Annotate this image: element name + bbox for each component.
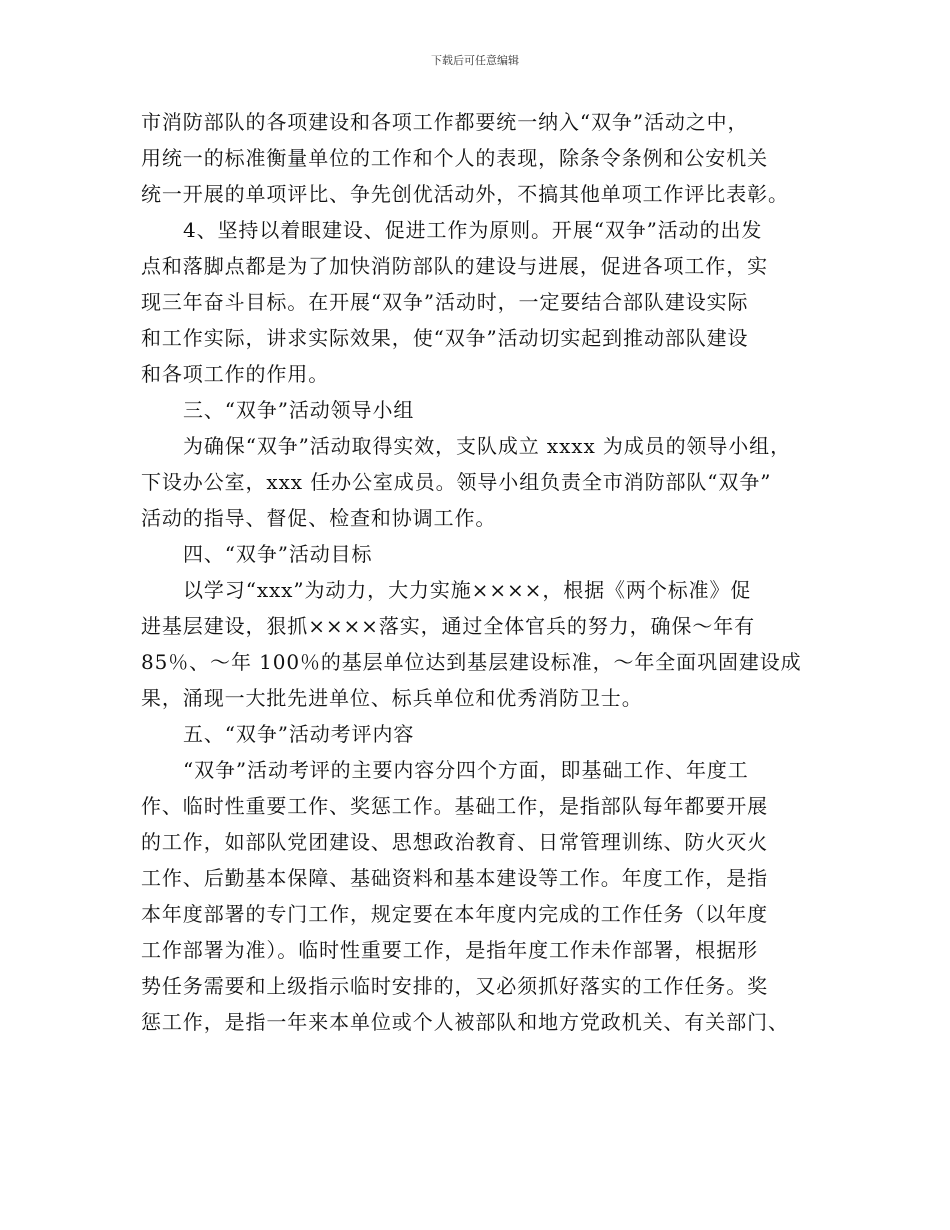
paragraph-start: 以学习“xxx”为动力，大力实施××××，根据《两个标准》促	[183, 578, 752, 602]
section-heading: 三、“双争”活动领导小组	[183, 398, 415, 422]
section-heading: 五、“双争”活动考评内容	[183, 722, 415, 746]
paragraph-start: 4、坚持以着眼建设、促进工作为原则。开展“双争”活动的出发	[183, 218, 763, 242]
text-line: 和工作实际，讲求实际效果，使“双争”活动切实起到推动部队建设	[141, 326, 749, 350]
text-line: 的工作，如部队党团建设、思想政治教育、日常管理训练、防火灭火	[141, 830, 768, 854]
section-heading: 四、“双争”活动目标	[183, 542, 373, 566]
text-line: 85％、～年 100％的基层单位达到基层建设标准，～年全面巩固建设成	[141, 650, 802, 674]
text-line: 统一开展的单项评比、争先创优活动外，不搞其他单项工作评比表彰。	[141, 182, 789, 206]
text-line: 现三年奋斗目标。在开展“双争”活动时，一定要结合部队建设实际	[141, 290, 749, 314]
text-line: 用统一的标准衡量单位的工作和个人的表现，除条令条例和公安机关	[141, 146, 768, 170]
text-line: 下设办公室，xxx 任办公室成员。领导小组负责全市消防部队“双争”	[141, 470, 772, 494]
text-line: 工作、后勤基本保障、基础资料和基本建设等工作。年度工作，是指	[141, 866, 768, 890]
page-header: 下载后可任意编辑	[431, 54, 519, 67]
text-line: 活动的指导、督促、检查和协调工作。	[141, 506, 497, 530]
text-line: 势任务需要和上级指示临时安排的，又必须抓好落实的工作任务。奖	[141, 974, 768, 998]
paragraph-start: “双争”活动考评的主要内容分四个方面，即基础工作、年度工	[183, 758, 749, 782]
paragraph-start: 为确保“双争”活动取得实效，支队成立 xxxx 为成员的领导小组，	[183, 434, 791, 458]
text-line: 进基层建设，狠抓××××落实，通过全体官兵的努力，确保～年有	[141, 614, 756, 638]
text-line: 本年度部署的专门工作，规定要在本年度内完成的工作任务（以年度	[141, 902, 768, 926]
text-line: 惩工作，是指一年来本单位或个人被部队和地方党政机关、有关部门、	[141, 1010, 789, 1034]
text-line: 作、临时性重要工作、奖惩工作。基础工作，是指部队每年都要开展	[141, 794, 768, 818]
text-line: 点和落脚点都是为了加快消防部队的建设与进展，促进各项工作，实	[141, 254, 768, 278]
text-line: 果，涌现一大批先进单位、标兵单位和优秀消防卫士。	[141, 686, 643, 710]
text-line: 工作部署为准）。临时性重要工作，是指年度工作未作部署，根据形	[141, 938, 758, 962]
text-line: 市消防部队的各项建设和各项工作都要统一纳入“双争”活动之中，	[141, 110, 749, 134]
document-body	[141, 104, 821, 1040]
text-line: 和各项工作的作用。	[141, 362, 330, 386]
